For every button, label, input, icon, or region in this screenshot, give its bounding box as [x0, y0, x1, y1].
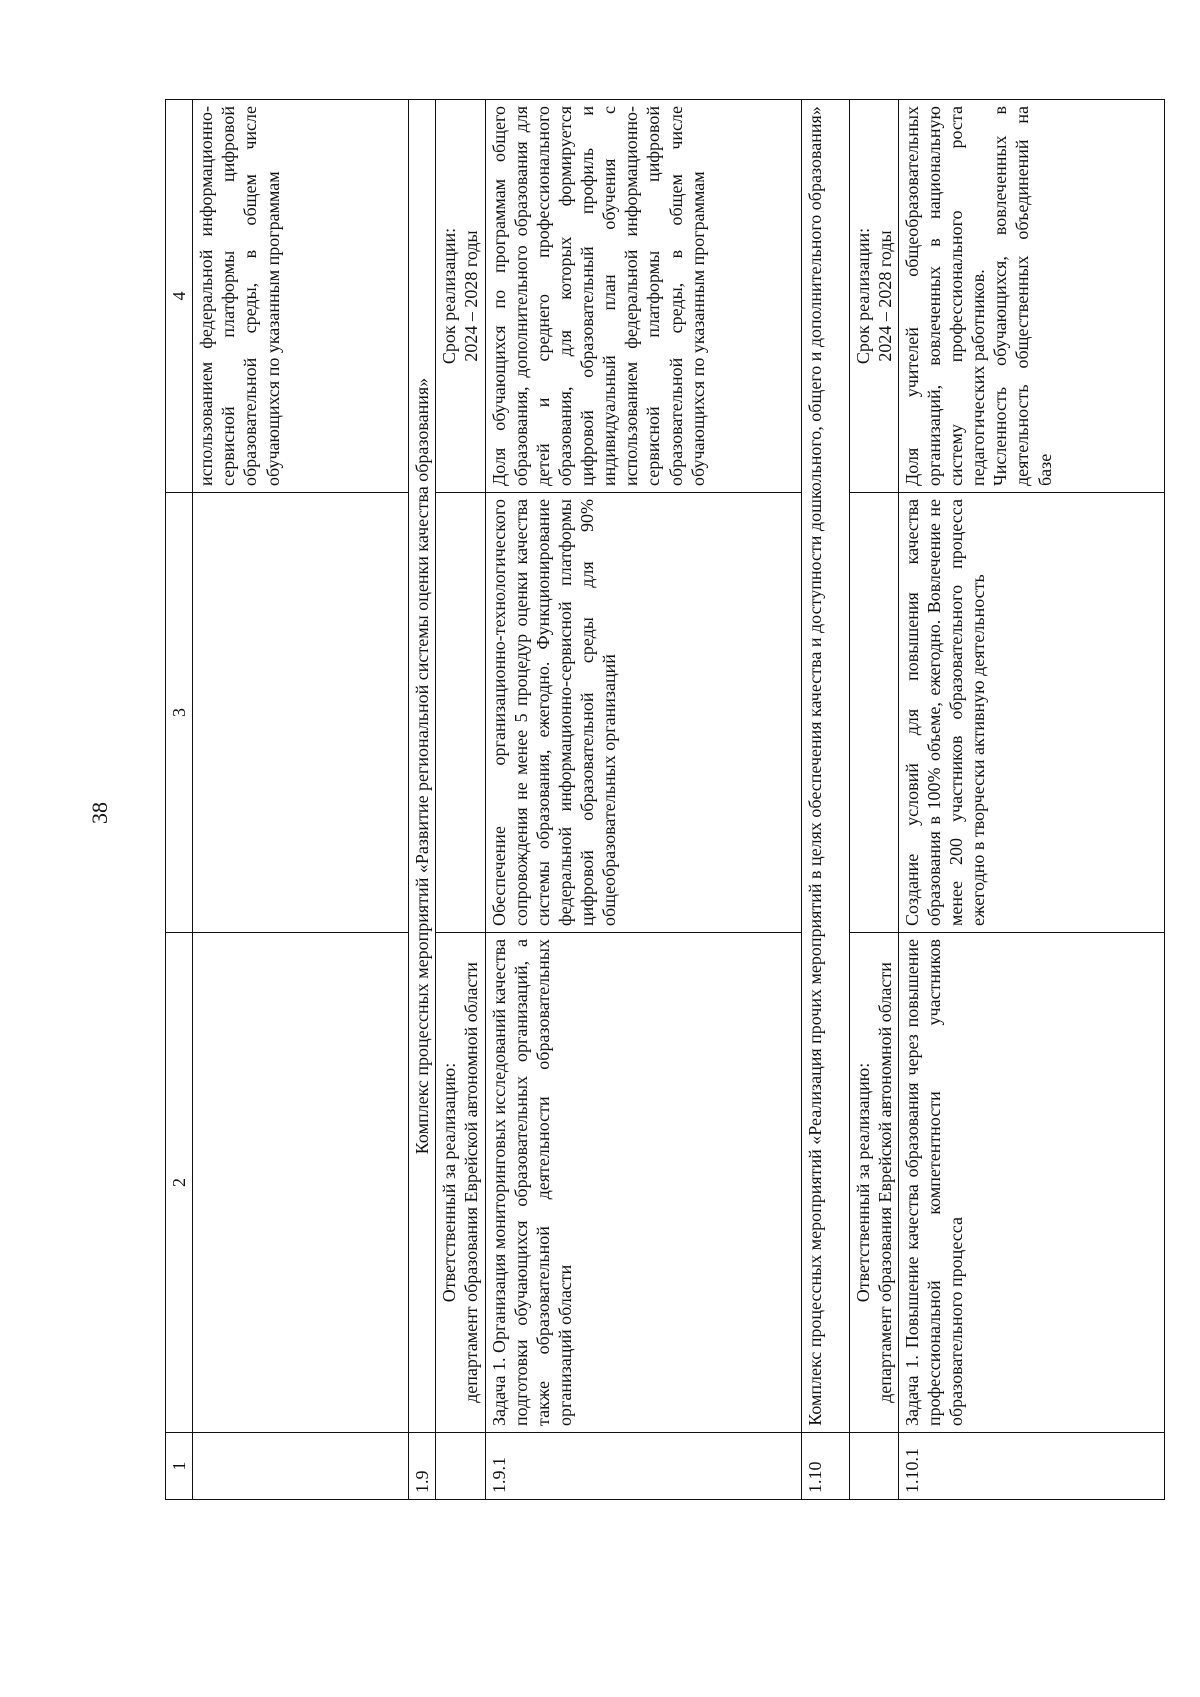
responsible-label: Ответственный за реализацию: [852, 1062, 873, 1303]
carry-over-row [193, 100, 409, 1500]
responsible-value: департамент образования Еврейской автономной области [874, 962, 895, 1403]
term-label: Срок реализации: [439, 227, 460, 365]
section-1-9-empty-cell [436, 1433, 485, 1500]
section-1-10-term [849, 100, 898, 493]
indicator-line-2: Численность обучающихся, вовлеченных в деятельность общественных объединений на базе [990, 106, 1055, 486]
term-value: 2024 – 2028 годы [874, 230, 895, 362]
carry-indicator-cell: использованием федеральной информационно-сервисной платформы цифровой образовательной среды, в общем числе обучающихся по указанным программам [193, 100, 409, 493]
section-1-9-row [409, 100, 436, 1500]
page-number: 38 [87, 802, 112, 824]
term-label: Срок реализации: [852, 227, 873, 365]
section-1-9-title: Комплекс процессных мероприятий «Развитие региональной системы оценки качества образования» [409, 100, 436, 1433]
header-col-2: 2 [166, 933, 193, 1433]
row-1-9-1 [485, 100, 801, 1500]
indicator-line-1: Доля учителей общеобразовательных организаций, вовлеченных в национальную систему профессионального роста педагогических работников. [901, 106, 989, 486]
row-1-10-1-results: Создание условий для повышения качества образования в 100% объеме, ежегодно. Вовлечение не менее 200 участников образовательного процесса ежегодно в творчески активную деятельность [898, 493, 1164, 933]
header-col-3: 3 [166, 493, 193, 933]
carry-num-cell [193, 1433, 409, 1500]
rotated-page-wrapper [165, 100, 1165, 1500]
row-1-10-1 [898, 100, 1164, 1500]
carry-results-cell [193, 493, 409, 933]
section-1-10-empty-cell [849, 1433, 898, 1500]
section-1-10-num: 1.10 [801, 1433, 849, 1500]
header-row [166, 100, 193, 1500]
section-1-9-blank-cell [436, 493, 485, 933]
section-1-9-num: 1.9 [409, 1433, 436, 1500]
responsible-label: Ответственный за реализацию: [439, 1062, 460, 1303]
section-1-10-row [801, 100, 849, 1500]
row-1-9-1-indicator: Доля обучающихся по программам общего образования, дополнительного образования для детей и среднего профессионального образования, для которых формируется цифровой образовательный профиль и индивидуальный план обучения с использованием федеральной информационно-сервисной платформы цифровой образовательной среды, в общем числе обучающихся по указанным программам [485, 100, 801, 493]
section-1-10-title: Комплекс процессных мероприятий «Реализация прочих мероприятий в целях обеспечения качества и доступности дошкольного, общего и дополнительного образования» [801, 100, 849, 1433]
carry-task-cell [193, 933, 409, 1433]
header-col-4: 4 [166, 100, 193, 493]
row-1-9-1-task: Задача 1. Организация мониторинговых исследований качества подготовки обучающихся образовательных организаций, а также образовательной деятельности образовательных организаций области [485, 933, 801, 1433]
section-1-10-responsible-row [849, 100, 898, 1500]
row-1-9-1-results: Обеспечение организационно-технологического сопровождения не менее 5 процедур оценки качества системы образования, ежегодно. Функционирование федеральной информационно-сервисной платформы цифровой образовательной среды для 90% общеобразовательных организаций [485, 493, 801, 933]
term-value: 2024 – 2028 годы [461, 230, 482, 362]
program-table [165, 99, 1165, 1500]
row-1-10-1-task: Задача 1. Повышение качества образования через повышение профессиональной компетентности участников образовательного процесса [898, 933, 1164, 1433]
row-1-10-1-num: 1.10.1 [898, 1433, 1164, 1500]
header-col-1: 1 [166, 1433, 193, 1500]
page-content [165, 100, 1165, 1500]
section-1-10-responsible [849, 933, 898, 1433]
section-1-9-responsible [436, 933, 485, 1433]
responsible-value: департамент образования Еврейской автономной области [461, 962, 482, 1403]
section-1-9-term [436, 100, 485, 493]
row-1-10-1-indicator [898, 100, 1164, 493]
section-1-10-blank-cell [849, 493, 898, 933]
row-1-9-1-num: 1.9.1 [485, 1433, 801, 1500]
section-1-9-responsible-row [436, 100, 485, 1500]
